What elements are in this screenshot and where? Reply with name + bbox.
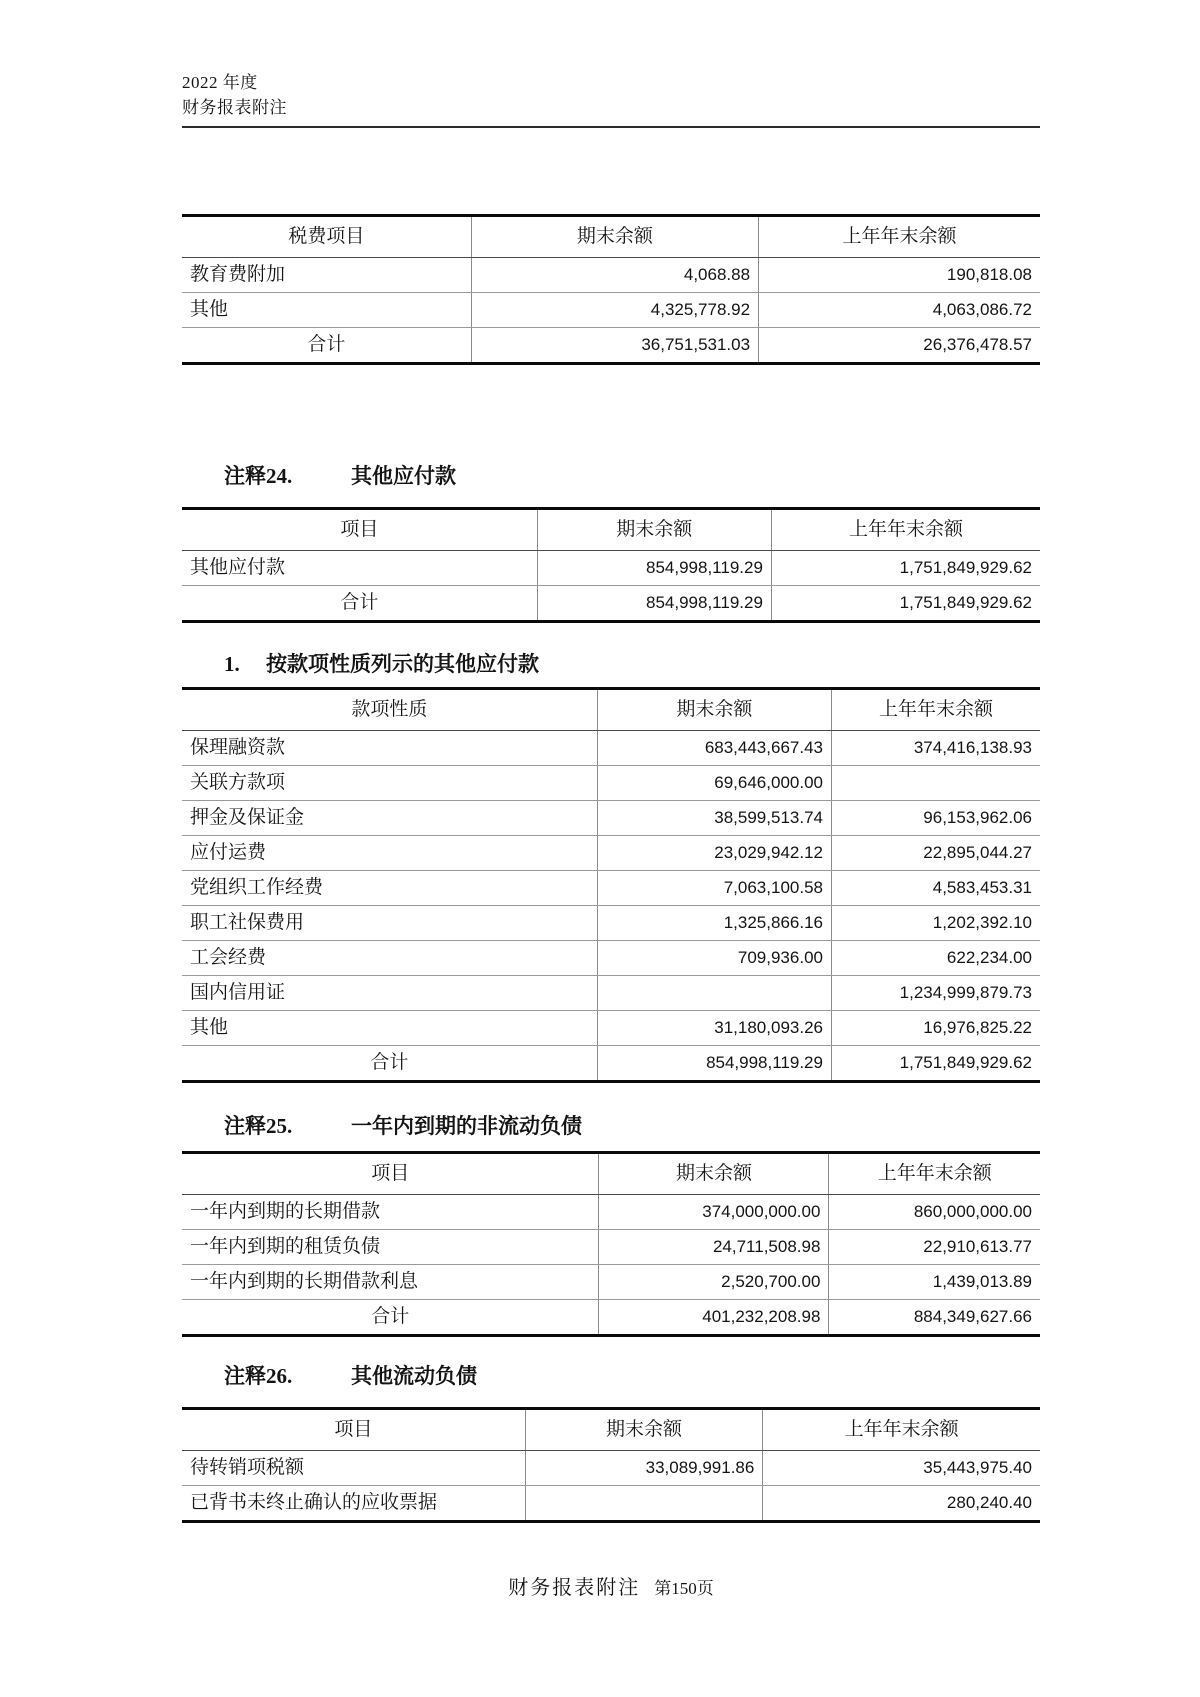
column-header: 税费项目 [182, 216, 471, 258]
table-row [182, 836, 1040, 871]
row-label: 合计 [182, 1046, 597, 1082]
end-balance-cell: 31,180,093.26 [597, 1011, 831, 1046]
end-balance-cell: 1,325,866.16 [597, 906, 831, 941]
row-label: 其他 [182, 1011, 597, 1046]
end-balance-cell: 683,443,667.43 [597, 731, 831, 766]
due-within-year-table [182, 1151, 1040, 1337]
end-balance-cell: 4,068.88 [471, 258, 758, 293]
tax-surcharges-table [182, 214, 1040, 365]
note26-heading-title: 其他流动负债 [351, 1364, 477, 1388]
prior-year-balance-cell: 22,910,613.77 [829, 1230, 1040, 1265]
header-row [182, 689, 1040, 731]
header-row [182, 509, 1040, 551]
table-row [182, 766, 1040, 801]
prior-year-balance-cell: 1,751,849,929.62 [771, 586, 1040, 622]
column-header: 期末余额 [599, 1153, 829, 1195]
total-row [182, 586, 1040, 622]
prior-year-balance-cell: 190,818.08 [759, 258, 1040, 293]
footer-title: 财务报表附注 [508, 1577, 641, 1599]
row-label: 已背书未终止确认的应收票据 [182, 1486, 525, 1522]
prior-year-balance-cell: 26,376,478.57 [759, 328, 1040, 364]
end-balance-cell: 23,029,942.12 [597, 836, 831, 871]
page-header [182, 0, 1040, 128]
end-balance-cell: 709,936.00 [597, 941, 831, 976]
prior-year-balance-cell: 35,443,975.40 [763, 1451, 1040, 1486]
column-header: 项目 [182, 509, 537, 551]
row-label: 工会经费 [182, 941, 597, 976]
row-label: 教育费附加 [182, 258, 471, 293]
column-header: 上年年末余额 [759, 216, 1040, 258]
other-payables-table [182, 507, 1040, 623]
row-label: 职工社保费用 [182, 906, 597, 941]
table-row [182, 801, 1040, 836]
note25-heading-label: 注释25. [224, 1114, 293, 1138]
total-row [182, 1300, 1040, 1336]
table-row [182, 258, 1040, 293]
table-row [182, 976, 1040, 1011]
row-label: 押金及保证金 [182, 801, 597, 836]
row-label: 国内信用证 [182, 976, 597, 1011]
sub1-heading [224, 651, 1040, 677]
table-row [182, 1011, 1040, 1046]
row-label: 其他 [182, 293, 471, 328]
column-header: 项目 [182, 1153, 599, 1195]
table-row [182, 871, 1040, 906]
column-header: 期末余额 [525, 1409, 763, 1451]
prior-year-balance-cell: 860,000,000.00 [829, 1195, 1040, 1230]
note24-heading [224, 463, 1040, 489]
column-header: 上年年末余额 [829, 1153, 1040, 1195]
row-label: 保理融资款 [182, 731, 597, 766]
prior-year-balance-cell: 4,583,453.31 [831, 871, 1040, 906]
end-balance-cell: 854,998,119.29 [537, 586, 771, 622]
prior-year-balance-cell: 622,234.00 [831, 941, 1040, 976]
prior-year-balance-cell: 96,153,962.06 [831, 801, 1040, 836]
page-content [182, 0, 1040, 1600]
table-row [182, 1486, 1040, 1522]
table-row [182, 1230, 1040, 1265]
column-header: 款项性质 [182, 689, 597, 731]
end-balance-cell: 38,599,513.74 [597, 801, 831, 836]
row-label: 一年内到期的长期借款 [182, 1195, 599, 1230]
prior-year-balance-cell: 1,439,013.89 [829, 1265, 1040, 1300]
end-balance-cell [597, 976, 831, 1011]
table-row [182, 1195, 1040, 1230]
row-label: 待转销项税额 [182, 1451, 525, 1486]
prior-year-balance-cell: 1,202,392.10 [831, 906, 1040, 941]
end-balance-cell: 401,232,208.98 [599, 1300, 829, 1336]
row-label: 合计 [182, 328, 471, 364]
note24-heading-title: 其他应付款 [351, 464, 456, 488]
prior-year-balance-cell: 374,416,138.93 [831, 731, 1040, 766]
header-row [182, 216, 1040, 258]
column-header: 期末余额 [537, 509, 771, 551]
column-header: 上年年末余额 [771, 509, 1040, 551]
prior-year-balance-cell: 22,895,044.27 [831, 836, 1040, 871]
sub1-heading-label: 1. [224, 652, 240, 676]
end-balance-cell: 33,089,991.86 [525, 1451, 763, 1486]
table-row [182, 906, 1040, 941]
end-balance-cell: 4,325,778.92 [471, 293, 758, 328]
end-balance-cell: 7,063,100.58 [597, 871, 831, 906]
other-current-liabilities-table [182, 1407, 1040, 1523]
table-row [182, 1265, 1040, 1300]
row-label: 其他应付款 [182, 551, 537, 586]
column-header: 项目 [182, 1409, 525, 1451]
payables-by-nature-table [182, 687, 1040, 1083]
note25-heading [224, 1113, 1040, 1139]
row-label: 一年内到期的长期借款利息 [182, 1265, 599, 1300]
end-balance-cell: 69,646,000.00 [597, 766, 831, 801]
table-row [182, 731, 1040, 766]
page-header-year: 2022 年度 [182, 73, 258, 92]
note26-heading [224, 1363, 1040, 1389]
table-row [182, 293, 1040, 328]
column-header: 上年年末余额 [763, 1409, 1040, 1451]
table-row [182, 551, 1040, 586]
row-label: 党组织工作经费 [182, 871, 597, 906]
note25-heading-title: 一年内到期的非流动负债 [351, 1114, 582, 1138]
prior-year-balance-cell: 884,349,627.66 [829, 1300, 1040, 1336]
column-header: 上年年末余额 [831, 689, 1040, 731]
row-label: 合计 [182, 586, 537, 622]
end-balance-cell [525, 1486, 763, 1522]
total-row [182, 328, 1040, 364]
note24-heading-label: 注释24. [224, 464, 293, 488]
end-balance-cell: 854,998,119.29 [537, 551, 771, 586]
table-row [182, 941, 1040, 976]
sub1-heading-title: 按款项性质列示的其他应付款 [266, 652, 539, 676]
prior-year-balance-cell: 4,063,086.72 [759, 293, 1040, 328]
total-row [182, 1046, 1040, 1082]
end-balance-cell: 854,998,119.29 [597, 1046, 831, 1082]
footer-page-number: 第150页 [654, 1579, 714, 1598]
page-header-title: 财务报表附注 [182, 98, 287, 117]
row-label: 关联方款项 [182, 766, 597, 801]
prior-year-balance-cell: 1,751,849,929.62 [831, 1046, 1040, 1082]
row-label: 一年内到期的租赁负债 [182, 1230, 599, 1265]
prior-year-balance-cell [831, 766, 1040, 801]
column-header: 期末余额 [471, 216, 758, 258]
note26-heading-label: 注释26. [224, 1364, 293, 1388]
end-balance-cell: 36,751,531.03 [471, 328, 758, 364]
row-label: 应付运费 [182, 836, 597, 871]
row-label: 合计 [182, 1300, 599, 1336]
end-balance-cell: 374,000,000.00 [599, 1195, 829, 1230]
prior-year-balance-cell: 1,234,999,879.73 [831, 976, 1040, 1011]
end-balance-cell: 2,520,700.00 [599, 1265, 829, 1300]
end-balance-cell: 24,711,508.98 [599, 1230, 829, 1265]
page-footer [182, 1571, 1040, 1600]
prior-year-balance-cell: 1,751,849,929.62 [771, 551, 1040, 586]
header-row [182, 1153, 1040, 1195]
column-header: 期末余额 [597, 689, 831, 731]
header-row [182, 1409, 1040, 1451]
prior-year-balance-cell: 280,240.40 [763, 1486, 1040, 1522]
prior-year-balance-cell: 16,976,825.22 [831, 1011, 1040, 1046]
table-row [182, 1451, 1040, 1486]
